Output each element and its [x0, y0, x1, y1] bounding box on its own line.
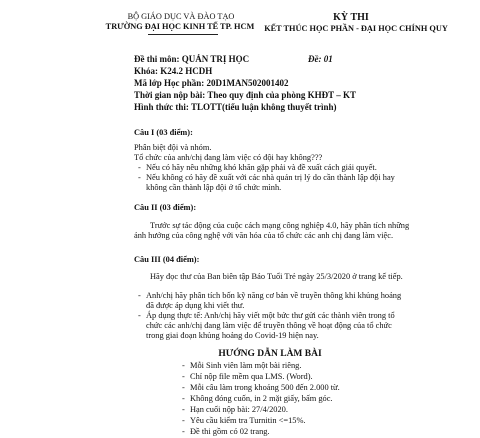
q3-bullet: - Anh/chị hãy phân tích bốn kỹ năng cơ bản về truyền thông khi khủng hoảng — [146, 291, 401, 301]
q1-bullet-cont: không cần thành lập đội ở tổ chức mình. — [146, 183, 282, 192]
guide-item: - Hạn cuối nộp bài: 27/4/2020. — [190, 405, 288, 415]
q3-bullet-cont: chức các anh/chị đang làm việc để truyền thông về hoạt động của tổ chức — [146, 321, 392, 330]
guide-item: - Không đóng cuốn, in 2 mặt giấy, bấm góc. — [190, 394, 333, 404]
exam-title: KỲ THI — [333, 12, 369, 23]
guide-item: - Yêu cầu kiểm tra Turnitin <=15%. — [190, 416, 306, 426]
q1-line: Tổ chức của anh/chị đang làm việc có đội hay không??? — [134, 153, 323, 162]
q2-paragraph: ảnh hưởng của công nghệ với văn hóa của tổ chức các anh chị đang làm việc. — [134, 231, 394, 240]
exam-code: Đề: 01 — [308, 54, 333, 64]
subject-line: Đề thi môn: QUẢN TRỊ HỌC — [134, 54, 250, 64]
q1-bullet: - Nếu không có hãy đề xuất với các nhà quản trị lý do cần thành lập đội hay — [146, 173, 395, 183]
q3-bullet-cont: đã được áp dụng khi viết thư. — [146, 301, 245, 310]
q3-title: Câu III (04 điểm): — [134, 255, 200, 264]
class-code-line: Mã lớp Học phần: 20D1MAN502001402 — [134, 78, 289, 88]
q2-paragraph: Trước sự tác động của cuộc cách mạng công nghiệp 4.0, hãy phân tích những — [150, 221, 410, 230]
q2-title: Câu II (03 điểm): — [134, 203, 197, 212]
ministry-name: BỘ GIÁO DỤC VÀ ĐÀO TẠO — [127, 12, 235, 21]
guide-item: - Mỗi Sinh viên làm một bài riêng. — [190, 361, 301, 371]
guide-item: - Đề thi gồm có 02 trang. — [190, 427, 270, 437]
q3-bullet-cont: trong giai đoạn khủng hoảng do Covid-19 hiện nay. — [146, 331, 319, 340]
q1-title: Câu I (03 điểm): — [134, 128, 193, 137]
q3-intro: Hãy đọc thư của Ban biên tập Báo Tuổi Trẻ ngày 25/3/2020 ở trang kế tiếp. — [150, 272, 403, 281]
deadline-line: Thời gian nộp bài: Theo quy định của phòng KHĐT – KT — [134, 90, 356, 100]
guide-title: HƯỚNG DẪN LÀM BÀI — [218, 349, 322, 359]
q3-bullet: - Áp dụng thực tế: Anh/chị hãy viết một bức thư gửi các thành viên trong tổ — [146, 311, 395, 321]
university-name: TRƯỜNG ĐẠI HỌC KINH TẾ TP. HCM — [105, 22, 255, 31]
cohort-line: Khóa: K24.2 HCDH — [134, 66, 213, 76]
q1-bullet: - Nếu có hãy nêu những khó khăn gặp phải và đề xuất cách giải quyết. — [146, 163, 377, 173]
q1-line: Phân biệt đội và nhóm. — [134, 143, 212, 152]
header-underline — [148, 34, 218, 35]
exam-subtitle: KẾT THÚC HỌC PHẦN - ĐẠI HỌC CHÍNH QUY — [264, 24, 448, 33]
format-line: Hình thức thi: TLOTT(tiểu luận không thuyết trình) — [134, 102, 337, 112]
guide-item: - Mỗi câu làm trong khoảng 500 đến 2.000 từ. — [190, 383, 340, 393]
guide-item: - Chỉ nộp file mềm qua LMS. (Word). — [190, 372, 313, 382]
